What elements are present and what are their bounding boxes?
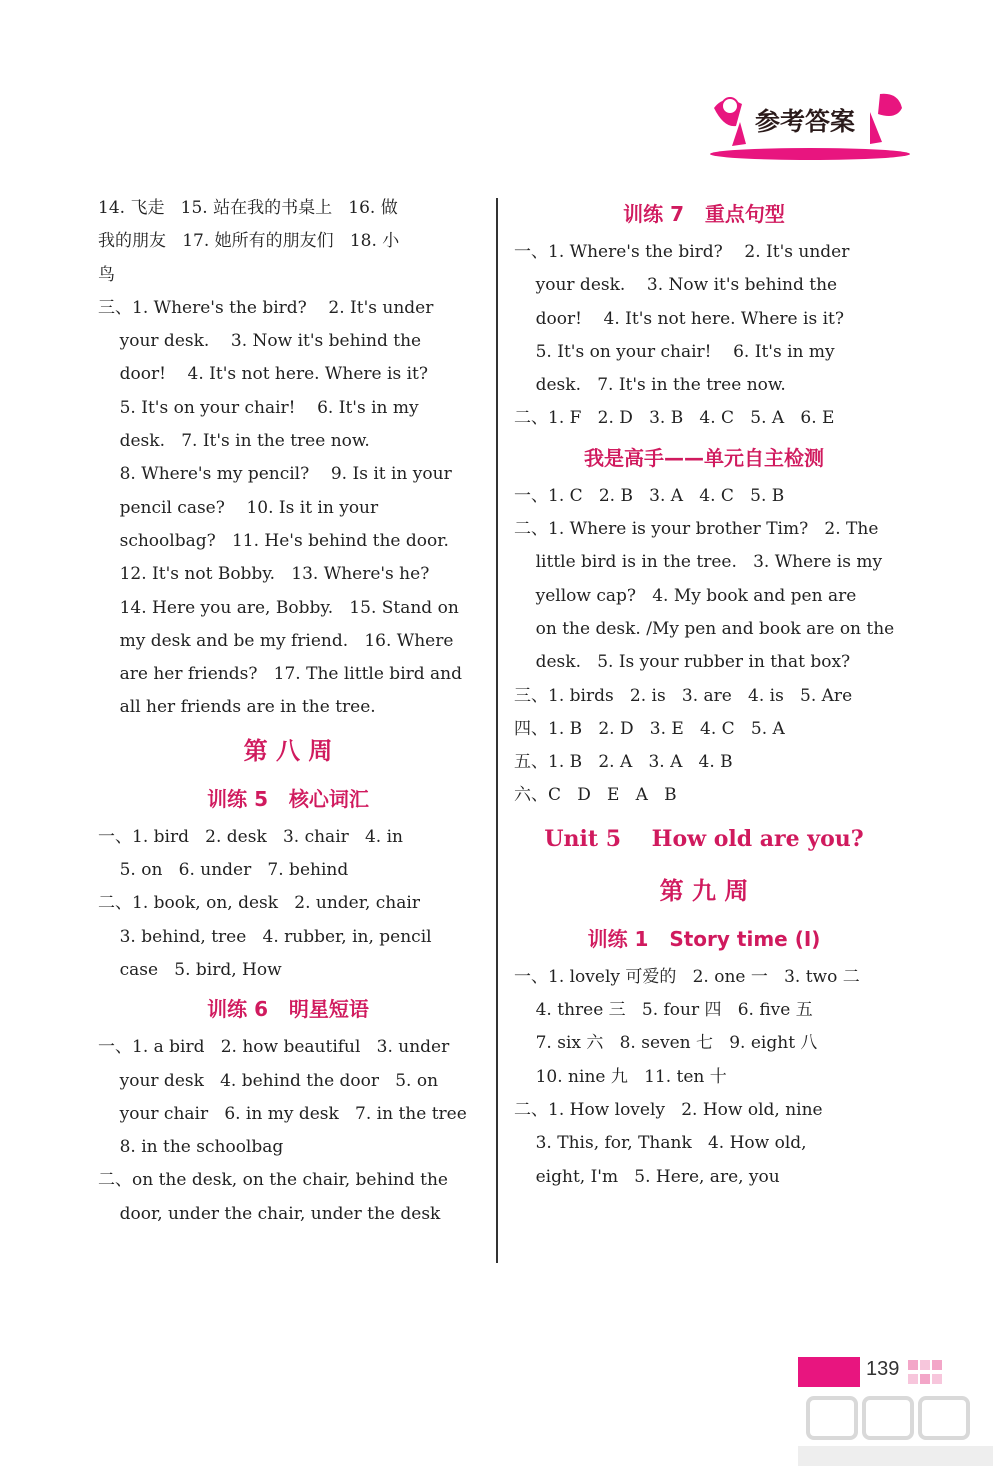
unit-heading: Unit 5 How old are you?	[544, 825, 864, 852]
page-decoration	[908, 1360, 942, 1386]
left-column	[98, 192, 478, 1231]
answer-line: 5. It's on your chair! 6. It's in my	[514, 341, 835, 362]
answer-line: door! 4. It's not here. Where is it?	[98, 364, 428, 385]
answer-line: 我的朋友 17. 她所有的朋友们 18. 小	[98, 231, 400, 252]
answer-line: 3. This, for, Thank 4. How old,	[514, 1133, 807, 1154]
answer-line: 12. It's not Bobby. 13. Where's he?	[98, 564, 430, 585]
answer-line: 3. behind, tree 4. rubber, in, pencil	[98, 926, 432, 947]
answer-line: desk. 7. It's in the tree now.	[514, 375, 786, 396]
answer-line: my desk and be my friend. 16. Where	[98, 630, 454, 651]
answer-line: 一、1. bird 2. desk 3. chair 4. in	[98, 826, 403, 847]
section-heading: 训练 6 明星短语	[207, 997, 369, 1022]
answer-line: case 5. bird, How	[98, 959, 282, 980]
answer-line: your desk. 3. Now it's behind the	[98, 331, 422, 352]
page-number: 139	[866, 1358, 900, 1380]
section-heading: 我是高手——单元自主检测	[584, 445, 824, 470]
answer-line: 5. It's on your chair! 6. It's in my	[98, 397, 419, 418]
answer-line: door! 4. It's not here. Where is it?	[514, 308, 844, 329]
answer-line: 二、1. book, on, desk 2. under, chair	[98, 893, 420, 914]
page-number-bar	[798, 1357, 860, 1387]
answer-line: 8. Where's my pencil? 9. Is it in your	[98, 464, 452, 485]
answer-line: 二、1. Where is your brother Tim? 2. The	[514, 519, 879, 540]
section-heading: 训练 5 核心词汇	[207, 786, 369, 811]
watermark-logo	[798, 1392, 993, 1472]
week-heading: 第 九 周	[659, 876, 749, 905]
answer-line: pencil case? 10. Is it in your	[98, 497, 379, 518]
answer-line: 一、1. lovely 可爱的 2. one 一 3. two 二	[514, 966, 860, 987]
answer-line: 二、on the desk, on the chair, behind the	[98, 1170, 448, 1191]
column-divider	[496, 198, 498, 1263]
answer-line: your desk. 3. Now it's behind the	[514, 275, 838, 296]
answer-line: 7. six 六 8. seven 七 9. eight 八	[514, 1033, 818, 1054]
header-title: 参考答案	[755, 107, 856, 136]
answer-line: 8. in the schoolbag	[98, 1137, 284, 1158]
answer-line: door, under the chair, under the desk	[98, 1203, 441, 1224]
answer-line: 二、1. F 2. D 3. B 4. C 5. A 6. E	[514, 408, 835, 429]
answer-line: 14. 飞走 15. 站在我的书桌上 16. 做	[98, 198, 398, 218]
answer-line: your desk 4. behind the door 5. on	[98, 1070, 439, 1091]
right-column	[514, 192, 894, 1194]
answer-line: eight, I'm 5. Here, are, you	[514, 1166, 780, 1187]
answer-line: 14. Here you are, Bobby. 15. Stand on	[98, 597, 459, 618]
answer-line: 一、1. a bird 2. how beautiful 3. under	[98, 1037, 450, 1058]
answer-line: 六、C D E A B	[514, 785, 677, 806]
answer-line: all her friends are in the tree.	[98, 697, 376, 718]
answer-line: 五、1. B 2. A 3. A 4. B	[514, 752, 733, 773]
answer-line: schoolbag? 11. He's behind the door.	[98, 530, 449, 551]
answer-line: desk. 7. It's in the tree now.	[98, 431, 370, 452]
answer-line: 5. on 6. under 7. behind	[98, 860, 349, 881]
answer-line: 二、1. How lovely 2. How old, nine	[514, 1099, 823, 1120]
answer-line: 四、1. B 2. D 3. E 4. C 5. A	[514, 718, 785, 739]
answer-line: desk. 5. Is your rubber in that box?	[514, 652, 851, 673]
answer-line: are her friends? 17. The little bird and	[98, 664, 463, 685]
week-heading: 第 八 周	[243, 736, 333, 765]
answer-line: your chair 6. in my desk 7. in the tree	[98, 1103, 467, 1124]
section-heading: 训练 7 重点句型	[623, 202, 785, 226]
answer-line: 4. three 三 5. four 四 6. five 五	[514, 1000, 813, 1021]
answer-line: on the desk. /My pen and book are on the	[514, 618, 895, 639]
answer-line: 鸟	[98, 264, 115, 285]
section-heading: 训练 1 Story time (Ⅰ)	[587, 926, 821, 951]
answer-line: 一、1. C 2. B 3. A 4. C 5. B	[514, 485, 785, 506]
answer-line: little bird is in the tree. 3. Where is my	[514, 552, 883, 573]
answer-line: 三、1. birds 2. is 3. are 4. is 5. Are	[514, 685, 853, 706]
answer-line: 10. nine 九 11. ten 十	[514, 1066, 727, 1087]
answer-line: 一、1. Where's the bird? 2. It's under	[514, 242, 850, 262]
answer-line: 三、1. Where's the bird? 2. It's under	[98, 297, 434, 318]
answer-line: yellow cap? 4. My book and pen are	[514, 585, 857, 606]
